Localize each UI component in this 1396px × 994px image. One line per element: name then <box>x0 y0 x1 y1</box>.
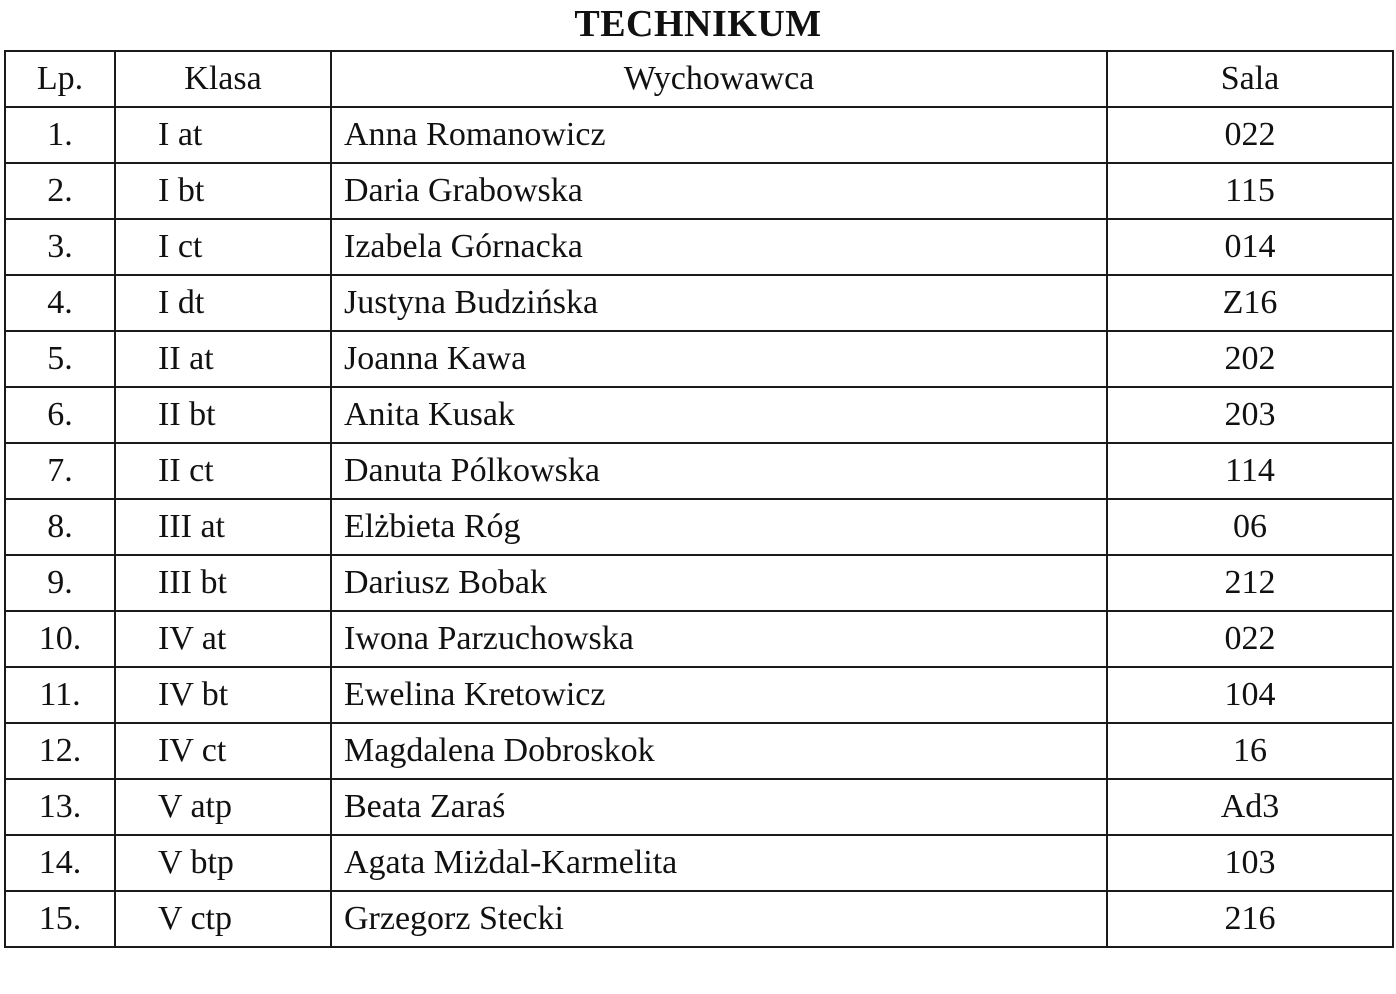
cell-lp: 14. <box>5 835 115 891</box>
cell-wychowawca: Justyna Budzińska <box>331 275 1107 331</box>
cell-wychowawca: Anna Romanowicz <box>331 107 1107 163</box>
cell-sala: 104 <box>1107 667 1393 723</box>
cell-wychowawca: Elżbieta Róg <box>331 499 1107 555</box>
cell-klasa: II at <box>115 331 331 387</box>
cell-klasa: I bt <box>115 163 331 219</box>
cell-sala: 216 <box>1107 891 1393 947</box>
table-row <box>5 219 1393 275</box>
cell-klasa: I at <box>115 107 331 163</box>
class-teacher-table <box>4 50 1394 948</box>
cell-wychowawca: Grzegorz Stecki <box>331 891 1107 947</box>
cell-lp: 11. <box>5 667 115 723</box>
cell-sala: 115 <box>1107 163 1393 219</box>
cell-klasa: I ct <box>115 219 331 275</box>
table-row <box>5 331 1393 387</box>
cell-sala: 202 <box>1107 331 1393 387</box>
cell-lp: 1. <box>5 107 115 163</box>
cell-wychowawca: Beata Zaraś <box>331 779 1107 835</box>
table-row <box>5 723 1393 779</box>
header-lp: Lp. <box>5 51 115 107</box>
cell-wychowawca: Ewelina Kretowicz <box>331 667 1107 723</box>
cell-lp: 5. <box>5 331 115 387</box>
table-row <box>5 163 1393 219</box>
page-title: TECHNIKUM <box>574 3 822 45</box>
table-row <box>5 555 1393 611</box>
cell-sala: 114 <box>1107 443 1393 499</box>
cell-sala: 103 <box>1107 835 1393 891</box>
cell-lp: 12. <box>5 723 115 779</box>
cell-lp: 3. <box>5 219 115 275</box>
cell-lp: 6. <box>5 387 115 443</box>
table-row <box>5 835 1393 891</box>
cell-klasa: V atp <box>115 779 331 835</box>
cell-sala: 06 <box>1107 499 1393 555</box>
cell-wychowawca: Magdalena Dobroskok <box>331 723 1107 779</box>
cell-wychowawca: Dariusz Bobak <box>331 555 1107 611</box>
cell-klasa: V ctp <box>115 891 331 947</box>
cell-sala: 212 <box>1107 555 1393 611</box>
table-row <box>5 275 1393 331</box>
table-row <box>5 891 1393 947</box>
cell-wychowawca: Danuta Pólkowska <box>331 443 1107 499</box>
table-row <box>5 667 1393 723</box>
cell-klasa: II ct <box>115 443 331 499</box>
cell-klasa: V btp <box>115 835 331 891</box>
cell-wychowawca: Izabela Górnacka <box>331 219 1107 275</box>
header-wychowawca: Wychowawca <box>331 51 1107 107</box>
table-header-row <box>5 51 1393 107</box>
cell-klasa: I dt <box>115 275 331 331</box>
table-row <box>5 779 1393 835</box>
cell-lp: 15. <box>5 891 115 947</box>
cell-klasa: III bt <box>115 555 331 611</box>
cell-sala: 022 <box>1107 107 1393 163</box>
cell-wychowawca: Iwona Parzuchowska <box>331 611 1107 667</box>
cell-lp: 9. <box>5 555 115 611</box>
cell-sala: 203 <box>1107 387 1393 443</box>
cell-wychowawca: Joanna Kawa <box>331 331 1107 387</box>
cell-lp: 4. <box>5 275 115 331</box>
cell-lp: 2. <box>5 163 115 219</box>
cell-wychowawca: Agata Miżdal-Karmelita <box>331 835 1107 891</box>
header-sala: Sala <box>1107 51 1393 107</box>
cell-klasa: IV bt <box>115 667 331 723</box>
cell-klasa: II bt <box>115 387 331 443</box>
cell-klasa: III at <box>115 499 331 555</box>
cell-sala: 16 <box>1107 723 1393 779</box>
table-row <box>5 387 1393 443</box>
cell-lp: 13. <box>5 779 115 835</box>
cell-wychowawca: Anita Kusak <box>331 387 1107 443</box>
cell-sala: Z16 <box>1107 275 1393 331</box>
table-row <box>5 107 1393 163</box>
table-row <box>5 443 1393 499</box>
cell-klasa: IV ct <box>115 723 331 779</box>
cell-sala: 022 <box>1107 611 1393 667</box>
cell-lp: 8. <box>5 499 115 555</box>
cell-sala: Ad3 <box>1107 779 1393 835</box>
cell-lp: 7. <box>5 443 115 499</box>
header-klasa: Klasa <box>115 51 331 107</box>
table-row <box>5 499 1393 555</box>
table-row <box>5 611 1393 667</box>
cell-wychowawca: Daria Grabowska <box>331 163 1107 219</box>
cell-klasa: IV at <box>115 611 331 667</box>
table-body <box>5 51 1393 947</box>
cell-lp: 10. <box>5 611 115 667</box>
cell-sala: 014 <box>1107 219 1393 275</box>
